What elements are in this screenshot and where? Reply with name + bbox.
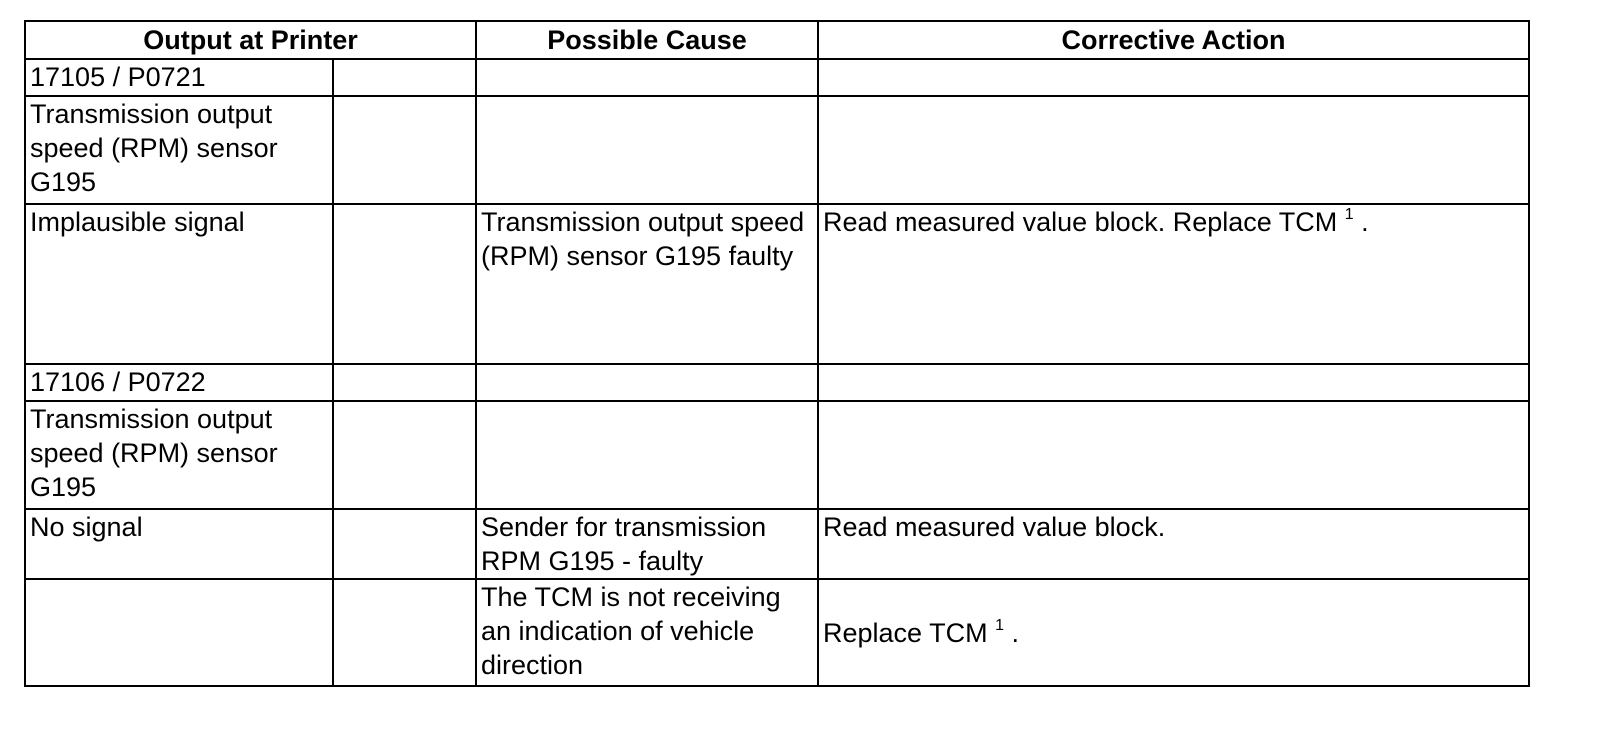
blank-cell [333, 59, 476, 96]
blank-cell [333, 509, 476, 579]
output-cell: Transmission output speed (RPM) sensor G195 [25, 401, 333, 509]
table-row [25, 59, 1529, 96]
action-cell [818, 96, 1529, 204]
header-possible-cause: Possible Cause [476, 21, 818, 59]
output-cell: 17106 / P0722 [25, 364, 333, 401]
cause-cell [476, 364, 818, 401]
action-cell [818, 509, 1529, 579]
cause-cell [476, 96, 818, 204]
action-cell [818, 204, 1529, 364]
output-cell: No signal [25, 509, 333, 579]
table-row [25, 204, 1529, 364]
table-row [25, 579, 1529, 686]
cause-cell: Transmission output speed (RPM) sensor G195 faulty [476, 204, 818, 364]
action-cell [818, 59, 1529, 96]
action-text: Read measured value block. Replace TCM [823, 207, 1345, 237]
action-cell [818, 401, 1529, 509]
action-text-end: . [1003, 617, 1019, 648]
header-output-at-printer: Output at Printer [25, 21, 476, 59]
action-text: Read measured value block. [823, 512, 1166, 542]
output-cell: Transmission output speed (RPM) sensor G195 [25, 96, 333, 204]
output-cell: Implausible signal [25, 204, 333, 364]
blank-cell [333, 204, 476, 364]
table-row [25, 509, 1529, 579]
table-header-row [25, 21, 1529, 59]
diagnostic-table [24, 20, 1530, 687]
cause-cell [476, 401, 818, 509]
action-text: Replace TCM [823, 617, 996, 648]
blank-cell [333, 579, 476, 686]
table-row [25, 96, 1529, 204]
table-row [25, 401, 1529, 509]
footnote-marker: 1 [1344, 206, 1354, 223]
blank-cell [333, 364, 476, 401]
action-text-end: . [1353, 207, 1369, 237]
output-cell [25, 579, 333, 686]
cause-cell [476, 59, 818, 96]
action-cell [818, 579, 1529, 686]
header-corrective-action: Corrective Action [818, 21, 1529, 59]
cause-cell: Sender for transmission RPM G195 - faulty [476, 509, 818, 579]
output-cell: 17105 / P0721 [25, 59, 333, 96]
blank-cell [333, 96, 476, 204]
cause-cell: The TCM is not receiving an indication of vehicle direction [476, 579, 818, 686]
blank-cell [333, 401, 476, 509]
table-row [25, 364, 1529, 401]
action-cell [818, 364, 1529, 401]
footnote-marker: 1 [995, 616, 1004, 634]
